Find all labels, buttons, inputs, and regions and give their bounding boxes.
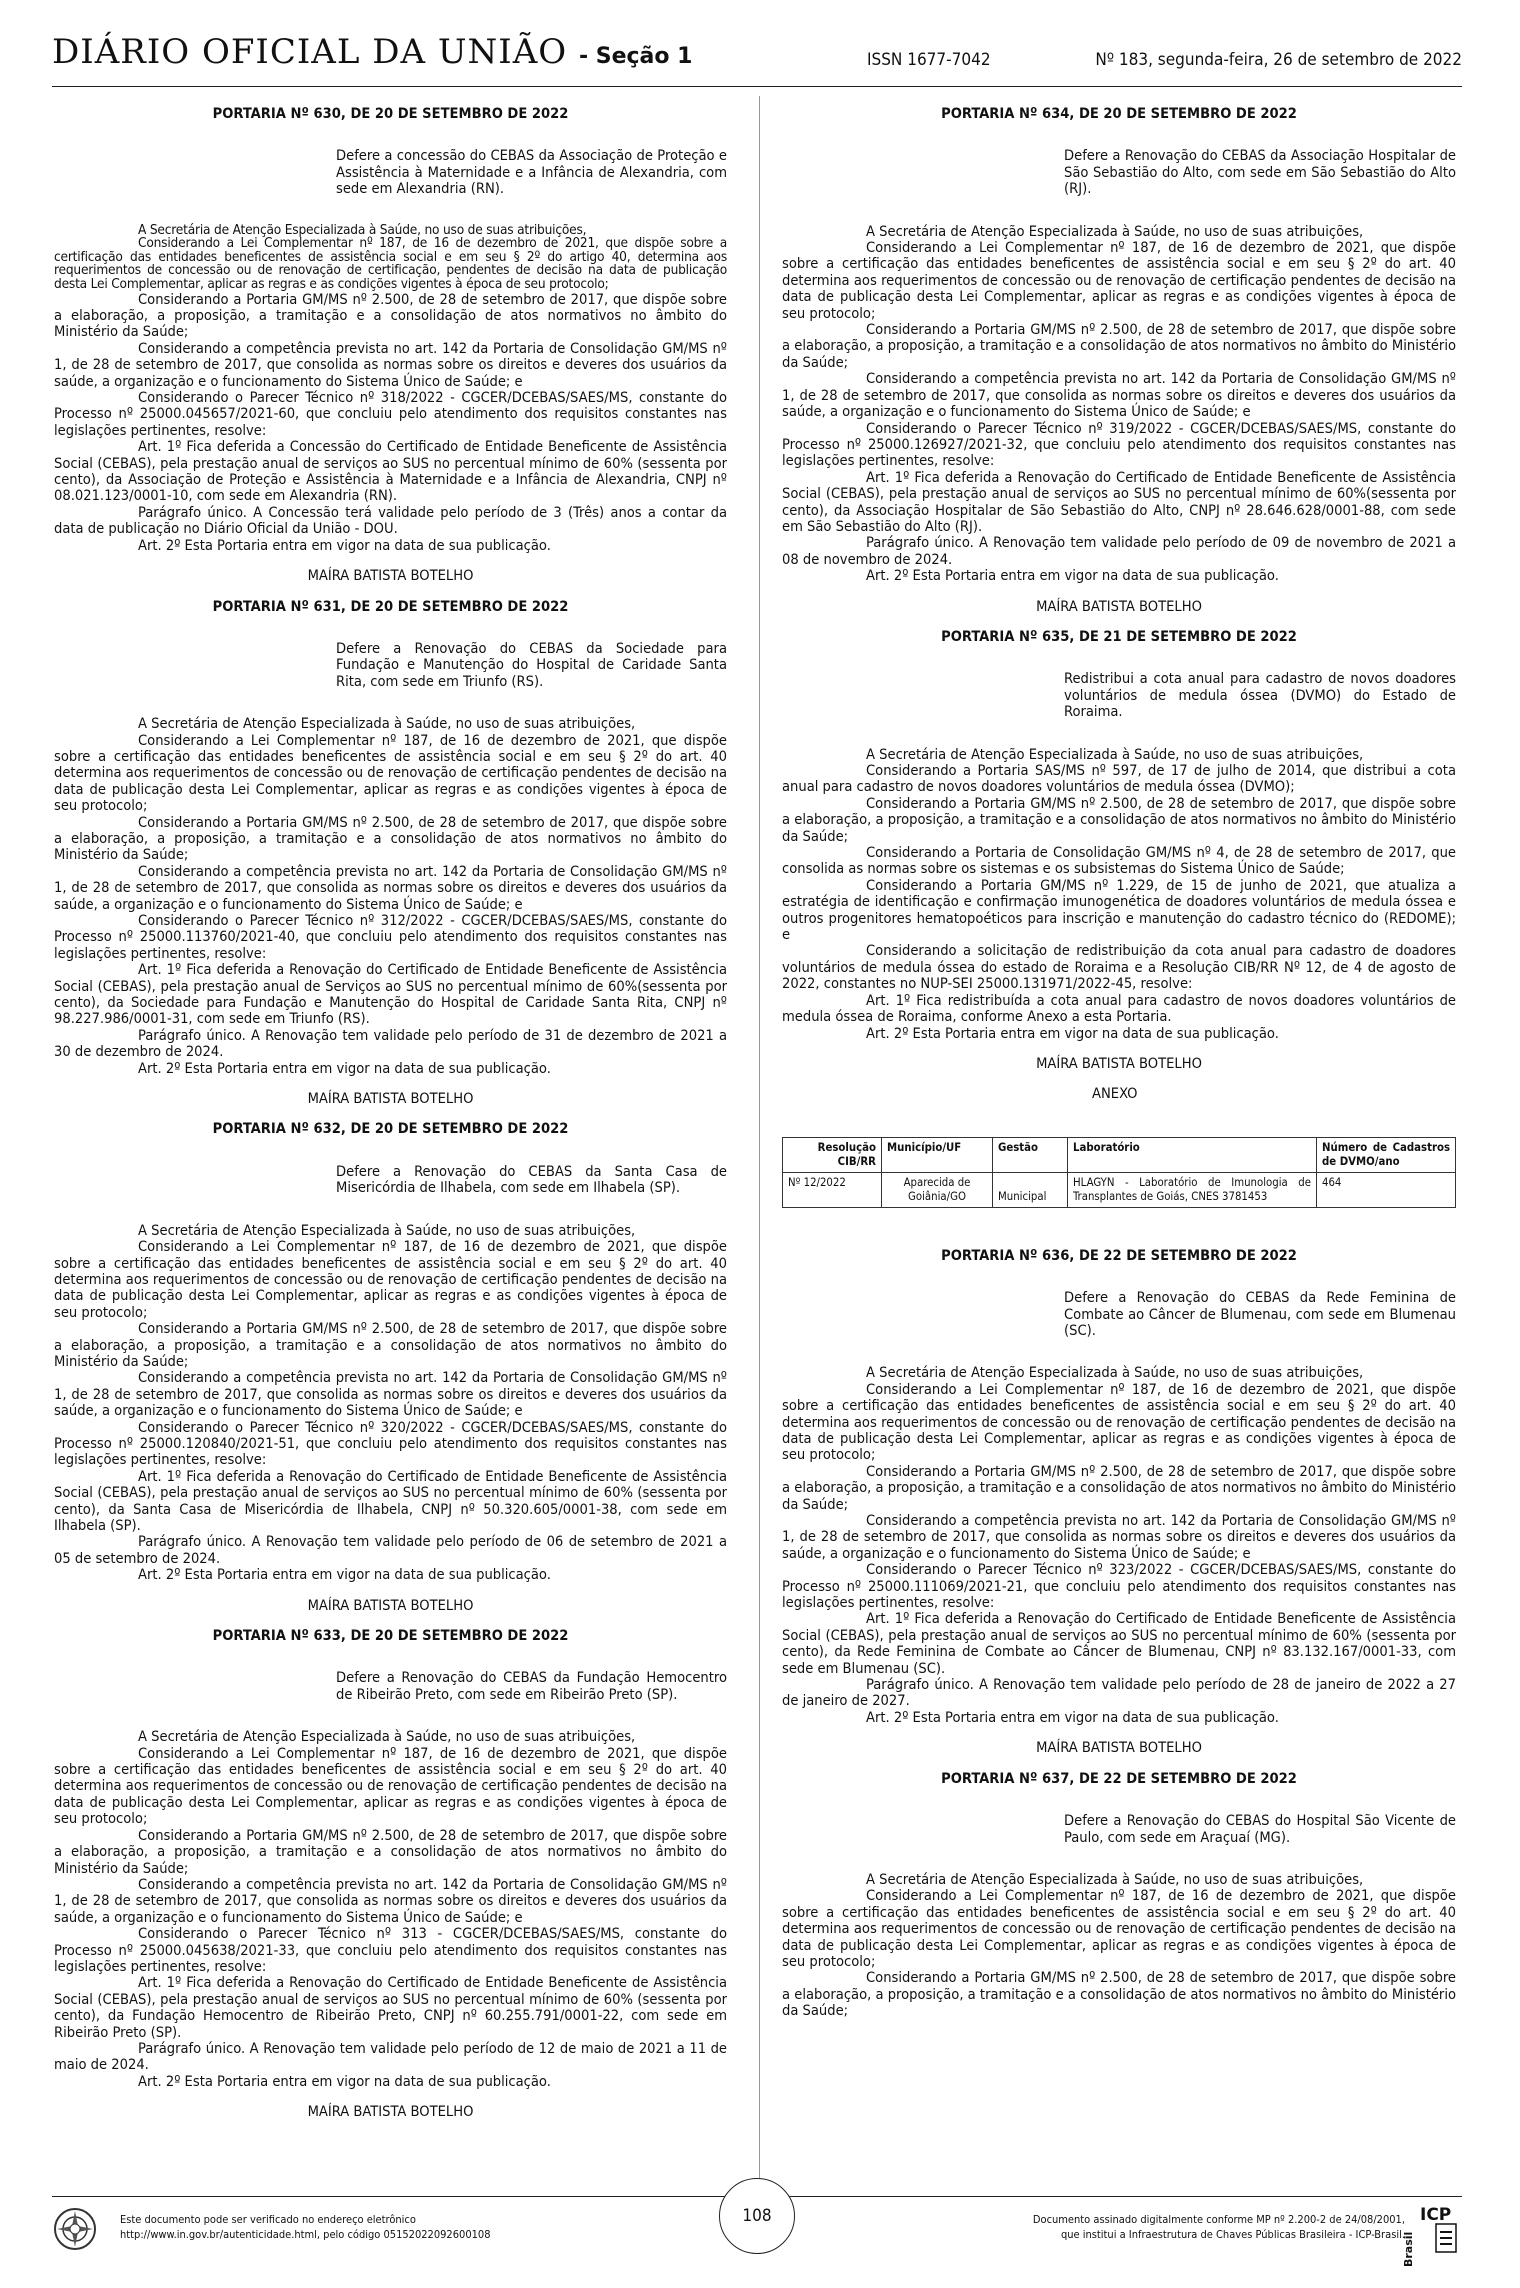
paragraph: Considerando a Portaria GM/MS nº 2.500, de 28 de setembro de 2017, que dispõe sobre a elaboração, a proposição, a tramitação e a consolidação de atos normativos no âmbito do Ministério da Saúde; (54, 290, 727, 341)
paragraph: Considerando a Portaria GM/MS nº 1.229, de 15 de junho de 2021, que atualiza a estratégia de identificação e confirmação imunogenética de doadores voluntários de medula óssea e outros progenitores hematopoéticos para inscrição e manutenção do cadastro técnico do (REDOME); e (782, 876, 1456, 944)
page-footer (0, 2186, 1520, 2288)
signature: MAÍRA BATISTA BOTELHO (307, 1596, 474, 1614)
table-header: Município/UF (882, 1137, 993, 1172)
masthead (52, 30, 1462, 88)
portaria-636 (782, 1248, 1456, 1757)
paragraph: Considerando a Portaria GM/MS nº 2.500, de 28 de setembro de 2017, que dispõe sobre a elaboração, a proposição, a tramitação e a consolidação de atos normativos no âmbito do Ministério da Saúde; (782, 321, 1456, 371)
portaria-title: PORTARIA Nº 630, DE 20 DE SETEMBRO DE 2022 (212, 105, 569, 122)
ementa: Defere a Renovação do CEBAS da Rede Feminina de Combate ao Câncer de Blumenau, com sede em Blumenau (SC). (1064, 1289, 1456, 1339)
paragraph: Art. 1º Fica deferida a Renovação do Certificado de Entidade Beneficente de Assistência Social (CEBAS), pela prestação anual de serviços ao SUS no percentual mínimo de 60% (sessenta por cento), da Fundação Hemocentro de Ribeirão Preto, CNPJ nº 60.255.791/0001-22, com sede em Ribeirão Preto (SP). (54, 1974, 727, 2041)
paragraph: A Secretária de Atenção Especializada à Saúde, no uso de suas atribuições, (138, 1221, 636, 1239)
paragraph: Considerando a Portaria GM/MS nº 2.500, de 28 de setembro de 2017, que dispõe sobre a elaboração, a proposição, a tramitação e a consolidação de atos normativos no âmbito do Ministério da Saúde; (782, 1462, 1456, 1513)
svg-text:ICP: ICP (1420, 2205, 1452, 2225)
ementa: Defere a concessão do CEBAS da Associação de Proteção e Assistência à Maternidade e a Infância de Alexandria, com sede em Alexandria (RN). (336, 147, 727, 198)
paragraph: Considerando a Portaria GM/MS nº 2.500, de 28 de setembro de 2017, que dispõe sobre a elaboração, a proposição, a tramitação e a consolidação de atos normativos no âmbito do Ministério da Saúde; (54, 1320, 727, 1370)
signature: MAÍRA BATISTA BOTELHO (1036, 1054, 1202, 1072)
paragraph: Considerando a Lei Complementar nº 187, de 16 de dezembro de 2021, que dispõe sobre a certificação das entidades beneficentes de assistência social e em seu § 2º do art. 40 determina aos requerimentos de concessão ou de renovação de certificação pendentes de decisão na data de publicação desta Lei Complementar, aplicar as regras e as condições vigentes à época de seu protocolo; (782, 1887, 1456, 1970)
portaria-630 (54, 106, 727, 585)
issn: ISSN 1677-7042 (867, 50, 991, 70)
paragraph: Parágrafo único. A Renovação tem validade pelo período de 09 de novembro de 2021 a 08 de novembro de 2024. (782, 534, 1456, 568)
table-cell: Nº 12/2022 (783, 1172, 882, 1207)
paragraph: Art. 2º Esta Portaria entra em vigor na data de sua publicação. (138, 2072, 551, 2090)
paragraph: Considerando a Lei Complementar nº 187, de 16 de dezembro de 2021, que dispõe sobre a certificação das entidades beneficentes de assistência social e em seu § 2º do art. 40 determina aos requerimentos de concessão ou de renovação de certificação pendentes de decisão na data de publicação desta Lei Complementar, aplicar as regras e as condições vigentes à época de seu protocolo; (782, 239, 1456, 322)
paragraph: Art. 1º Fica deferida a Renovação do Certificado de Entidade Beneficente de Assistência Social (CEBAS), pela prestação anual de Serviços ao SUS no percentual mínimo de 60%(sessenta por cento), da Sociedade para Fundação e Manutenção do Hospital de Caridade Santa Rita, CNPJ nº 98.227.986/0001-31, com sede em Triunfo (RS). (54, 961, 727, 1028)
portaria-title: PORTARIA Nº 631, DE 20 DE SETEMBRO DE 2022 (212, 597, 569, 615)
paragraph: A Secretária de Atenção Especializada à Saúde, no uso de suas atribuições, (138, 1728, 636, 1746)
portaria-title: PORTARIA Nº 635, DE 21 DE SETEMBRO DE 2022 (941, 627, 1297, 645)
paragraph: Considerando o Parecer Técnico nº 323/2022 - CGCER/DCEBAS/SAES/MS, constante do Processo nº 25000.111069/2021-21, que concluiu pelo atendimento dos requisitos constantes nas legislações pertinentes, resolve: (782, 1561, 1456, 1612)
ementa: Defere a Renovação do CEBAS da Santa Casa de Misericórdia de Ilhabela, com sede em Ilhabela (SP). (336, 1162, 727, 1197)
portaria-title: PORTARIA Nº 637, DE 22 DE SETEMBRO DE 2022 (941, 1769, 1297, 1787)
paragraph: Art. 1º Fica redistribuída a cota anual para cadastro de novos doadores voluntários de medula óssea de Roraima, conforme Anexo a esta Portaria. (782, 991, 1456, 1026)
paragraph: Considerando a Lei Complementar nº 187, de 16 de dezembro de 2021, que dispõe sobre a certificação das entidades beneficentes de assistência social e em seu § 2º do art. 40 determina aos requerimentos de concessão ou de renovação de certificação pendentes de decisão na data de publicação desta Lei Complementar, aplicar as regras e as condições vigentes à época de seu protocolo; (54, 1744, 727, 1828)
signature: MAÍRA BATISTA BOTELHO (1036, 597, 1202, 615)
paragraph: Considerando a Lei Complementar nº 187, de 16 de dezembro de 2021, que dispõe sobre a certificação das entidades beneficentes de assistência social e em seu § 2º do art. 40 determina aos requerimentos de concessão ou de renovação de certificação pendentes de decisão na data de publicação desta Lei Complementar, aplicar as regras e as condições vigentes à época de seu protocolo; (54, 1238, 727, 1321)
table-row (783, 1172, 1456, 1207)
paragraph: Considerando o Parecer Técnico nº 319/2022 - CGCER/DCEBAS/SAES/MS, constante do Processo nº 25000.126927/2021-32, que concluiu pelo atendimento dos requisitos constantes nas legislações pertinentes, resolve: (782, 419, 1456, 470)
paragraph: Considerando a Lei Complementar nº 187, de 16 de dezembro de 2021, que dispõe sobre a certificação das entidades beneficentes de assistência social e em seu § 2º do artigo 40, determina aos requerimentos de concessão ou de renovação de certificação, pendentes de decisão na data de publicação desta Lei Complementar, aplicar as regras e as condições vigentes à época de seu protocolo; (54, 235, 727, 292)
portaria-633 (54, 1628, 727, 2121)
paragraph: Art. 2º Esta Portaria entra em vigor na data de sua publicação. (138, 1566, 551, 1584)
portaria-title: PORTARIA Nº 632, DE 20 DE SETEMBRO DE 2022 (212, 1120, 569, 1138)
paragraph: Considerando a Portaria GM/MS nº 2.500, de 28 de setembro de 2017, que dispõe sobre a elaboração, a proposição, a tramitação e a consolidação de atos normativos no âmbito do Ministério da Saúde; (782, 794, 1456, 845)
table-header: Gestão (993, 1137, 1068, 1172)
paragraph: Parágrafo único. A Renovação tem validade pelo período de 12 de maio de 2021 a 11 de maio de 2024. (54, 2039, 727, 2074)
ementa: Defere a Renovação do CEBAS do Hospital São Vicente de Paulo, com sede em Araçuaí (MG). (1064, 1812, 1456, 1846)
table-header: Laboratório (1068, 1137, 1317, 1172)
paragraph: Considerando a Portaria SAS/MS nº 597, de 17 de julho de 2014, que distribui a cota anual para cadastro de novos doadores voluntários de medula óssea (DVMO); (782, 762, 1456, 796)
header-rule (52, 86, 1462, 87)
table-cell: 464 (1317, 1172, 1456, 1207)
coat-of-arms-icon (52, 2206, 98, 2252)
paragraph: Considerando o Parecer Técnico nº 320/2022 - CGCER/DCEBAS/SAES/MS, constante do Processo nº 25000.120840/2021-51, que concluiu pelo atendimento dos requisitos constantes nas legislações pertinentes, resolve: (54, 1418, 727, 1469)
paragraph: Parágrafo único. A Renovação tem validade pelo período de 06 de setembro de 2021 a 05 de setembro de 2024. (54, 1533, 727, 1567)
portaria-637 (782, 1771, 1456, 2020)
paragraph: Art. 1º Fica deferida a Renovação do Certificado de Entidade Beneficente de Assistência Social (CEBAS), pela prestação anual de serviços ao SUS no percentual mínimo de 60%(sessenta por cento), da Associação Hospitalar de São Sebastião do Alto, CNPJ nº 28.646.628/0001-88, com sede em São Sebastião do Alto (RJ). (782, 468, 1456, 535)
annex-table (782, 1137, 1456, 1208)
signature-note: Documento assinado digitalmente conforme MP nº 2.200-2 de 24/08/2001, que institui a Infraestrutura de Chaves Públicas Brasileira - ICP-Brasil. (1032, 2213, 1405, 2241)
paragraph: Art. 2º Esta Portaria entra em vigor na data de sua publicação. (138, 536, 551, 554)
table-cell: Aparecida de Goiânia/GO (882, 1172, 993, 1207)
signature: MAÍRA BATISTA BOTELHO (307, 567, 474, 585)
paragraph: A Secretária de Atenção Especializada à Saúde, no uso de suas atribuições, (866, 222, 1364, 240)
table-header: Resolução CIB/RR (783, 1137, 882, 1172)
table-cell: HLAGYN - Laboratório de Imunologia de Transplantes de Goiás, CNES 3781453 (1068, 1172, 1317, 1207)
paragraph: Considerando a Lei Complementar nº 187, de 16 de dezembro de 2021, que dispõe sobre a certificação das entidades beneficentes de assistência social e em seu § 2º do art. 40 determina aos requerimentos de concessão ou de renovação de certificação pendentes de decisão na data de publicação desta Lei Complementar, aplicar as regras e as condições vigentes à época de seu protocolo; (782, 1380, 1456, 1464)
paragraph: Considerando a competência prevista no art. 142 da Portaria de Consolidação GM/MS nº 1, de 28 de setembro de 2017, que consolida as normas sobre os direitos e deveres dos usuários da saúde, a organização e o funcionamento do Sistema Único de Saúde; e (54, 1875, 727, 1926)
paragraph: A Secretária de Atenção Especializada à Saúde, no uso de suas atribuições, (866, 1870, 1364, 1888)
page-number: 108 (719, 2178, 795, 2254)
portaria-title: PORTARIA Nº 633, DE 20 DE SETEMBRO DE 2022 (212, 1627, 569, 1645)
masthead-title: DIÁRIO OFICIAL DA UNIÃO - Seção 1 (52, 32, 693, 72)
paragraph: Parágrafo único. A Renovação tem validade pelo período de 31 de dezembro de 2021 a 30 de dezembro de 2024. (54, 1026, 727, 1061)
portaria-631 (54, 599, 727, 1108)
table-header: Número de Cadastros de DVMO/ano (1317, 1137, 1456, 1172)
ementa: Redistribui a cota anual para cadastro de novos doadores voluntários de medula óssea (DVMO) do Estado de Roraima. (1064, 670, 1456, 721)
paragraph: A Secretária de Atenção Especializada à Saúde, no uso de suas atribuições, (866, 745, 1364, 763)
paragraph: Considerando a competência prevista no art. 142 da Portaria de Consolidação GM/MS nº 1, de 28 de setembro de 2017, que consolida as normas sobre os direitos e deveres dos usuários da saúde, a organização e o funcionamento do Sistema Único de Saúde; e (54, 1369, 727, 1420)
paragraph: Parágrafo único. A Renovação tem validade pelo período de 28 de janeiro de 2022 a 27 de janeiro de 2027. (782, 1676, 1456, 1710)
paragraph: Considerando a competência prevista no art. 142 da Portaria de Consolidação GM/MS nº 1, de 28 de setembro de 2017, que consolida as normas sobre os direitos e deveres dos usuários da saúde, a organização e o funcionamento do Sistema Único de Saúde; e (54, 339, 727, 390)
annex-label: ANEXO (1092, 1085, 1138, 1103)
paragraph: Considerando a Portaria GM/MS nº 2.500, de 28 de setembro de 2017, que dispõe sobre a elaboração, a proposição, a tramitação e a consolidação de atos normativos no âmbito do Ministério da Saúde; (54, 813, 727, 864)
svg-text:Brasil: Brasil (1402, 2231, 1415, 2267)
portaria-634 (782, 106, 1456, 615)
signature: MAÍRA BATISTA BOTELHO (307, 1090, 474, 1108)
paragraph: A Secretária de Atenção Especializada à Saúde, no uso de suas atribuições, (138, 221, 587, 238)
paragraph: Considerando a Portaria GM/MS nº 2.500, de 28 de setembro de 2017, que dispõe sobre a elaboração, a proposição, a tramitação e a consolidação de atos normativos no âmbito do Ministério da Saúde; (54, 1826, 727, 1877)
paragraph: Art. 1º Fica deferida a Renovação do Certificado de Entidade Beneficente de Assistência Social (CEBAS), pela prestação anual de serviços ao SUS no percentual mínimo de 60% (sessenta por cento), da Rede Feminina de Combate ao Câncer de Blumenau, CNPJ nº 83.132.167/0001-33, com sede em Blumenau (SC). (782, 1610, 1456, 1677)
paragraph: Considerando o Parecer Técnico nº 318/2022 - CGCER/DCEBAS/SAES/MS, constante do Processo nº 25000.045657/2021-60, que concluiu pelo atendimento dos requisitos constantes nas legislações pertinentes, resolve: (54, 389, 727, 439)
paragraph: Art. 1º Fica deferida a Concessão do Certificado de Entidade Beneficente de Assistência Social (CEBAS), pela prestação anual de serviços ao SUS no percentual mínimo de 60% (sessenta por cento), da Associação de Proteção e Assistência à Maternidade e a Infância de Alexandria, CNPJ nº 08.021.123/0001-10, com sede em Alexandria (RN). (54, 438, 727, 505)
paragraph: Art. 1º Fica deferida a Renovação do Certificado de Entidade Beneficente de Assistência Social (CEBAS), pela prestação anual de serviços ao SUS no percentual mínimo de 60% (sessenta por cento), da Santa Casa de Misericórdia de Ilhabela, CNPJ nº 50.320.605/0001-38, com sede em Ilhabela (SP). (54, 1467, 727, 1534)
paragraph: Art. 2º Esta Portaria entra em vigor na data de sua publicação. (866, 1024, 1279, 1042)
paragraph: Considerando o Parecer Técnico nº 313 - CGCER/DCEBAS/SAES/MS, constante do Processo nº 25000.045638/2021-33, que concluiu pelo atendimento dos requisitos constantes nas legislações pertinentes, resolve: (54, 1925, 727, 1975)
ementa: Defere a Renovação do CEBAS da Sociedade para Fundação e Manutenção do Hospital de Caridade Santa Rita, com sede em Triunfo (RS). (336, 639, 727, 690)
paragraph: Parágrafo único. A Concessão terá validade pelo período de 3 (Três) anos a contar da data de publicação no Diário Oficial da União - DOU. (54, 503, 727, 538)
ementa: Defere a Renovação do CEBAS da Associação Hospitalar de São Sebastião do Alto, com sede em São Sebastião do Alto (RJ). (1064, 147, 1456, 198)
paragraph: Considerando a competência prevista no art. 142 da Portaria de Consolidação GM/MS nº 1, de 28 de setembro de 2017, que consolida as normas sobre os direitos e deveres dos usuários da saúde, a organização e o funcionamento do Sistema Único de Saúde; e (782, 370, 1456, 421)
icp-brasil-logo-icon (1402, 2202, 1464, 2267)
table-cell: Municipal (993, 1172, 1068, 1207)
paragraph: A Secretária de Atenção Especializada à Saúde, no uso de suas atribuições, (866, 1364, 1364, 1382)
table-header-row (783, 1137, 1456, 1172)
portaria-635 (782, 629, 1456, 1208)
portaria-title: PORTARIA Nº 634, DE 20 DE SETEMBRO DE 2022 (941, 105, 1297, 122)
paragraph: Art. 2º Esta Portaria entra em vigor na data de sua publicação. (866, 1708, 1279, 1726)
paragraph: Considerando o Parecer Técnico nº 312/2022 - CGCER/DCEBAS/SAES/MS, constante do Processo nº 25000.113760/2021-40, que concluiu pelo atendimento dos requisitos constantes nas legislações pertinentes, resolve: (54, 912, 727, 962)
column-divider (759, 96, 760, 2186)
paragraph: Considerando a Portaria GM/MS nº 2.500, de 28 de setembro de 2017, que dispõe sobre a elaboração, a proposição, a tramitação e a consolidação de atos normativos no âmbito do Ministério da Saúde; (782, 1969, 1456, 2020)
right-column (782, 106, 1456, 2020)
portaria-632 (54, 1121, 727, 1614)
paragraph: Art. 2º Esta Portaria entra em vigor na data de sua publicação. (866, 567, 1279, 585)
edition-info: Nº 183, segunda-feira, 26 de setembro de 2022 (1095, 50, 1462, 70)
signature: MAÍRA BATISTA BOTELHO (307, 2103, 474, 2121)
left-column (54, 106, 727, 2135)
paragraph: Art. 2º Esta Portaria entra em vigor na data de sua publicação. (138, 1059, 551, 1077)
paragraph: Considerando a Lei Complementar nº 187, de 16 de dezembro de 2021, que dispõe sobre a certificação das entidades beneficentes de assistência social e em seu § 2º do art. 40 determina aos requerimentos de concessão ou de renovação de certificação pendentes de decisão na data de publicação desta Lei Complementar, aplicar as regras e as condições vigentes à época de seu protocolo; (54, 731, 727, 815)
paragraph: Considerando a Portaria de Consolidação GM/MS nº 4, de 28 de setembro de 2017, que consolida as normas sobre os sistemas e os subsistemas do Sistema Único de Saúde; (782, 844, 1456, 878)
paragraph: A Secretária de Atenção Especializada à Saúde, no uso de suas atribuições, (138, 715, 636, 733)
ementa: Defere a Renovação do CEBAS da Fundação Hemocentro de Ribeirão Preto, com sede em Ribeirão Preto (SP). (336, 1669, 727, 1703)
paragraph: Considerando a competência prevista no art. 142 da Portaria de Consolidação GM/MS nº 1, de 28 de setembro de 2017, que consolida as normas sobre os direitos e deveres dos usuários da saúde, a organização e o funcionamento do Sistema Único de Saúde; e (54, 862, 727, 913)
portaria-title: PORTARIA Nº 636, DE 22 DE SETEMBRO DE 2022 (941, 1246, 1297, 1264)
paragraph: Considerando a competência prevista no art. 142 da Portaria de Consolidação GM/MS nº 1, de 28 de setembro de 2017, que consolida as normas sobre os direitos e deveres dos usuários da saúde, a organização e o funcionamento do Sistema Único de Saúde; e (782, 1512, 1456, 1562)
verification-note: Este documento pode ser verificado no endereço eletrônico http://www.in.gov.br/autenticidade.html, pelo código 05152022092600108 (120, 2213, 491, 2241)
paragraph: Considerando a solicitação de redistribuição da cota anual para cadastro de doadores voluntários de medula óssea do estado de Roraima e a Resolução CIB/RR Nº 12, de 4 de agosto de 2022, constantes no NUP-SEI 25000.131971/2022-45, resolve: (782, 942, 1456, 993)
section-label: - Seção 1 (578, 44, 693, 69)
signature: MAÍRA BATISTA BOTELHO (1036, 1739, 1202, 1757)
